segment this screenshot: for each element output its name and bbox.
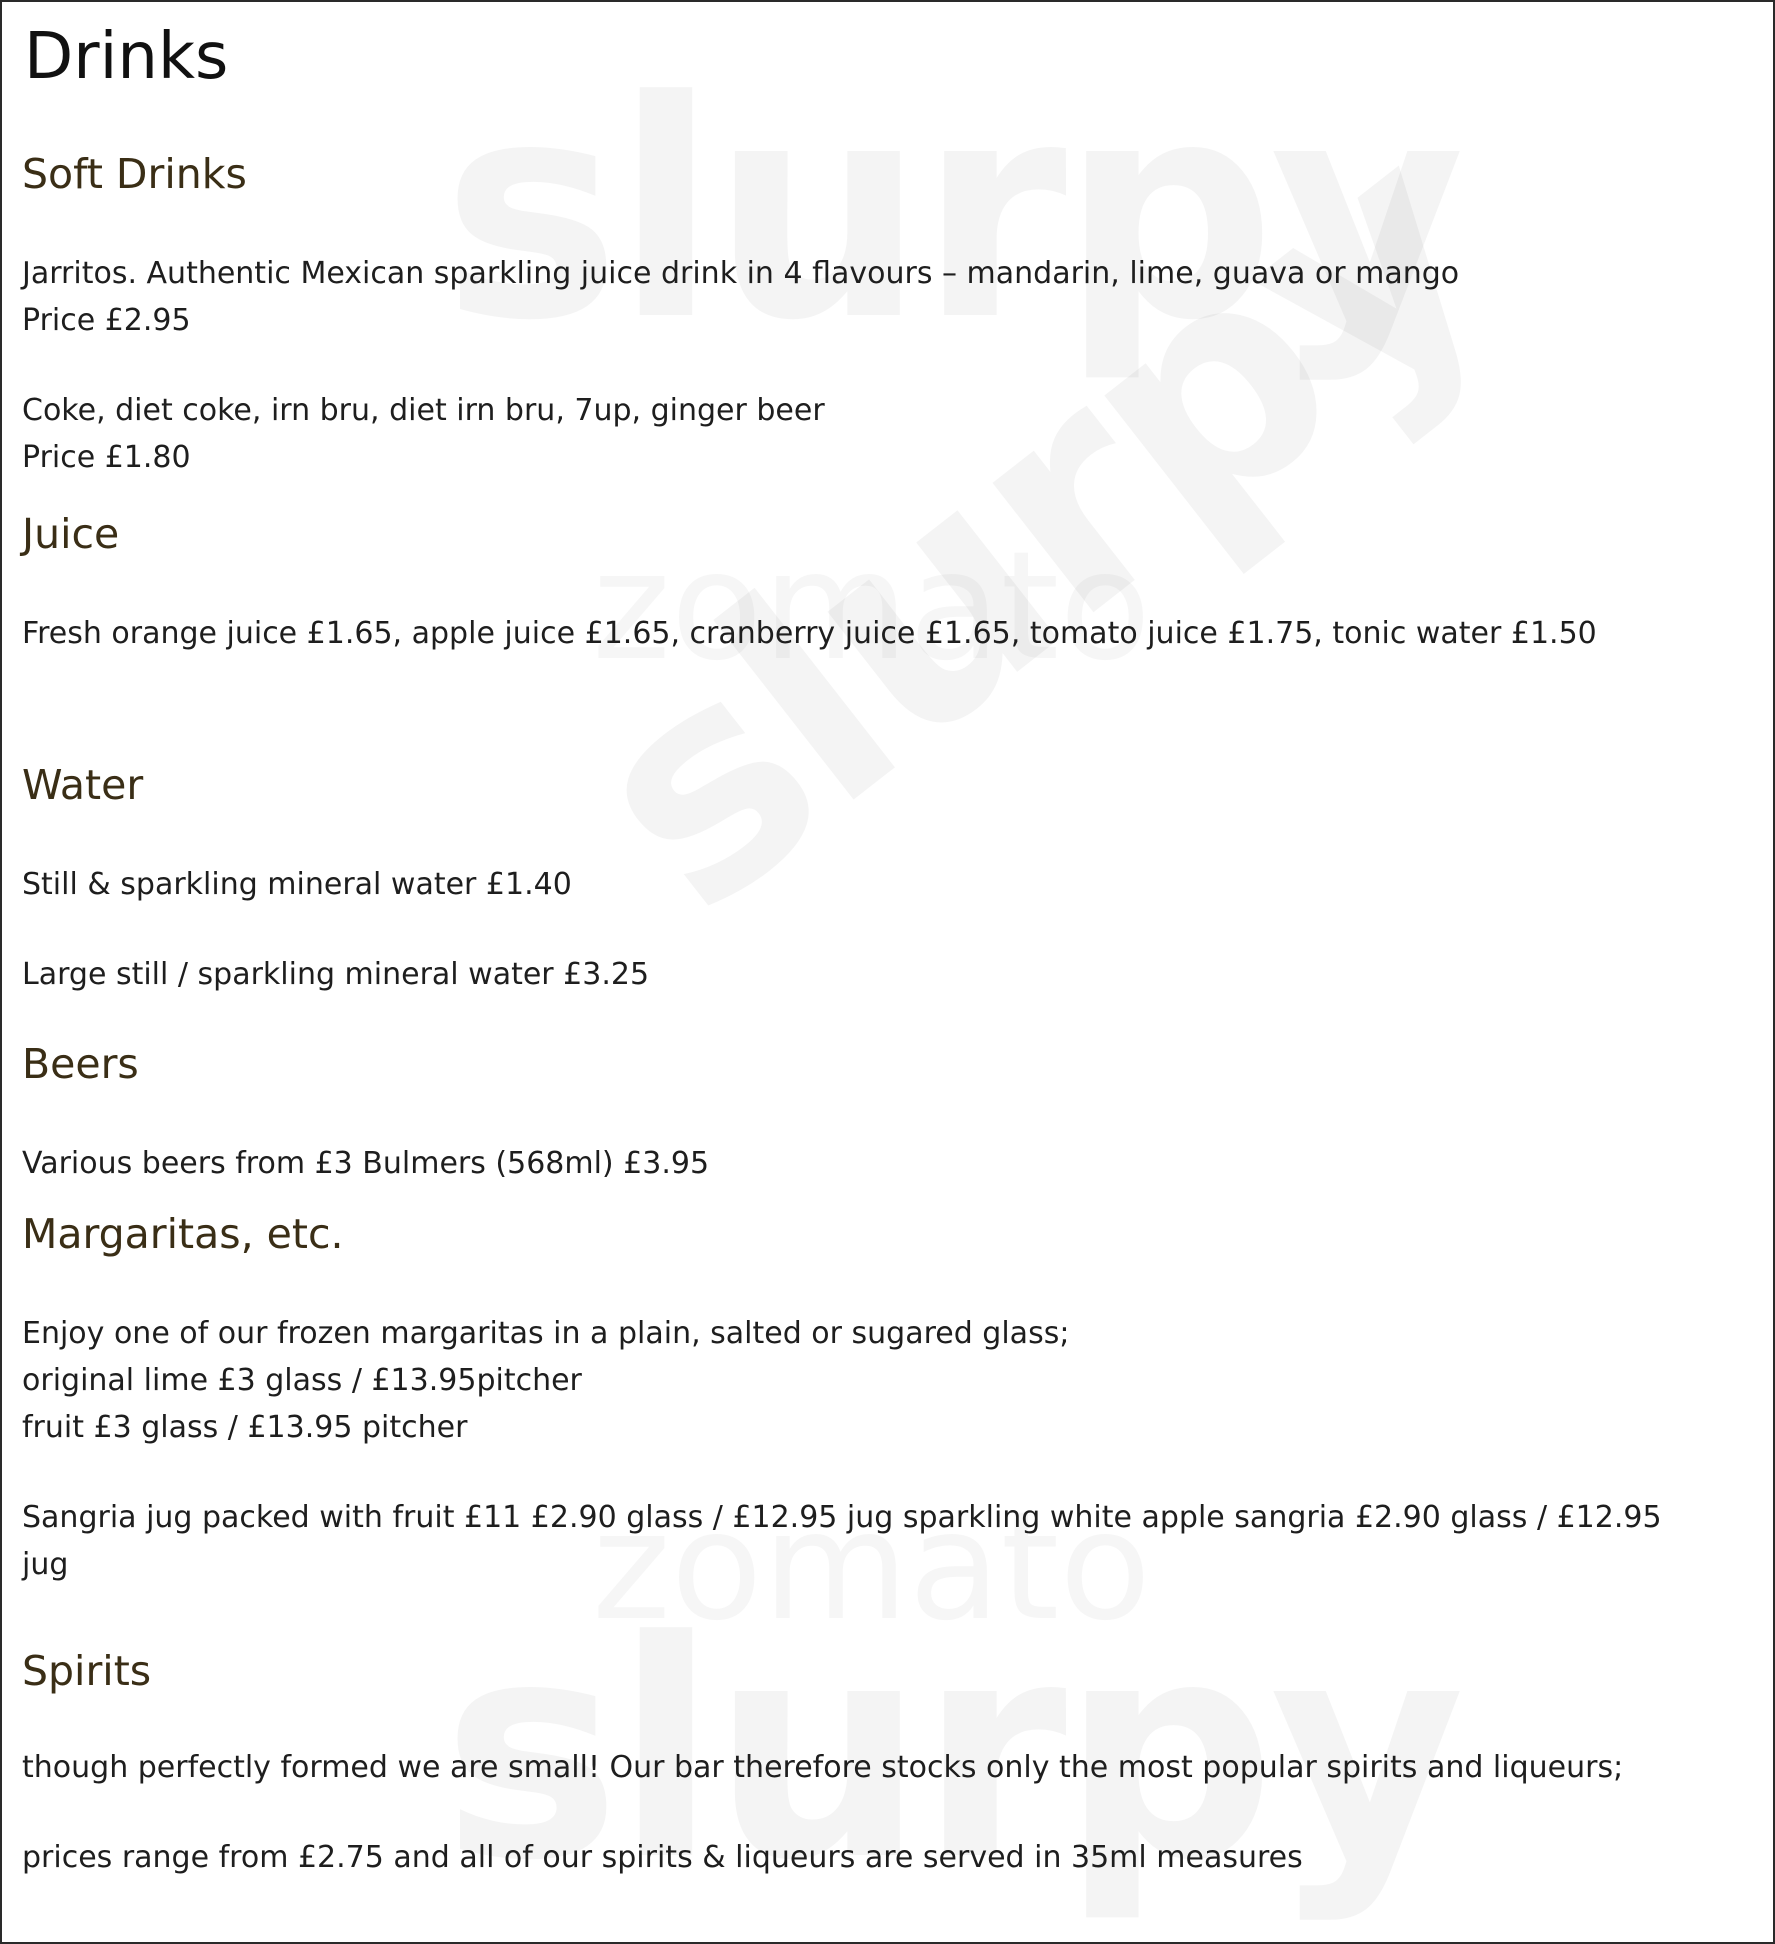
margaritas-line-2: original lime £3 glass / £13.95pitcher [22, 1363, 582, 1398]
section-heading-beers: Beers [22, 1040, 139, 1088]
soft-drinks-item2-desc: Coke, diet coke, irn bru, diet irn bru, 7up, ginger beer [22, 393, 825, 428]
section-heading-juice: Juice [22, 510, 120, 558]
section-heading-spirits: Spirits [22, 1647, 152, 1695]
soft-drinks-item1-desc: Jarritos. Authentic Mexican sparkling juice drink in 4 flavours – mandarin, lime, guava or mango [22, 256, 1460, 291]
soft-drinks-item2-price: Price £1.80 [22, 440, 191, 475]
water-line-1: Still & sparkling mineral water £1.40 [22, 867, 572, 902]
section-heading-soft-drinks: Soft Drinks [22, 150, 247, 198]
margaritas-line-1: Enjoy one of our frozen margaritas in a plain, salted or sugared glass; [22, 1316, 1070, 1351]
page-title: Drinks [24, 20, 229, 94]
water-line-2: Large still / sparkling mineral water £3.25 [22, 957, 650, 992]
margaritas-line-5: jug [22, 1547, 69, 1582]
margaritas-line-4: Sangria jug packed with fruit £11 £2.90 glass / £12.95 jug sparkling white apple sangria £2.90 glass / £12.95 [22, 1500, 1662, 1535]
section-heading-water: Water [22, 761, 144, 809]
section-heading-margaritas: Margaritas, etc. [22, 1210, 344, 1258]
beers-line-1: Various beers from £3 Bulmers (568ml) £3.95 [22, 1146, 710, 1181]
slurpy-watermark-top [442, 62, 1459, 362]
soft-drinks-item1-price: Price £2.95 [22, 303, 191, 338]
spirits-line-2: prices range from £2.75 and all of our spirits & liqueurs are served in 35ml measures [22, 1840, 1303, 1875]
zomato-watermark-upper [592, 532, 1151, 682]
spirits-line-1: though perfectly formed we are small! Our bar therefore stocks only the most popular spirits and liqueurs; [22, 1750, 1624, 1785]
margaritas-line-3: fruit £3 glass / £13.95 pitcher [22, 1410, 468, 1445]
slurpy-watermark-middle [542, 96, 1528, 959]
juice-line-1: Fresh orange juice £1.65, apple juice £1.65, cranberry juice £1.65, tomato juice £1.75, tonic water £1.50 [22, 616, 1597, 651]
